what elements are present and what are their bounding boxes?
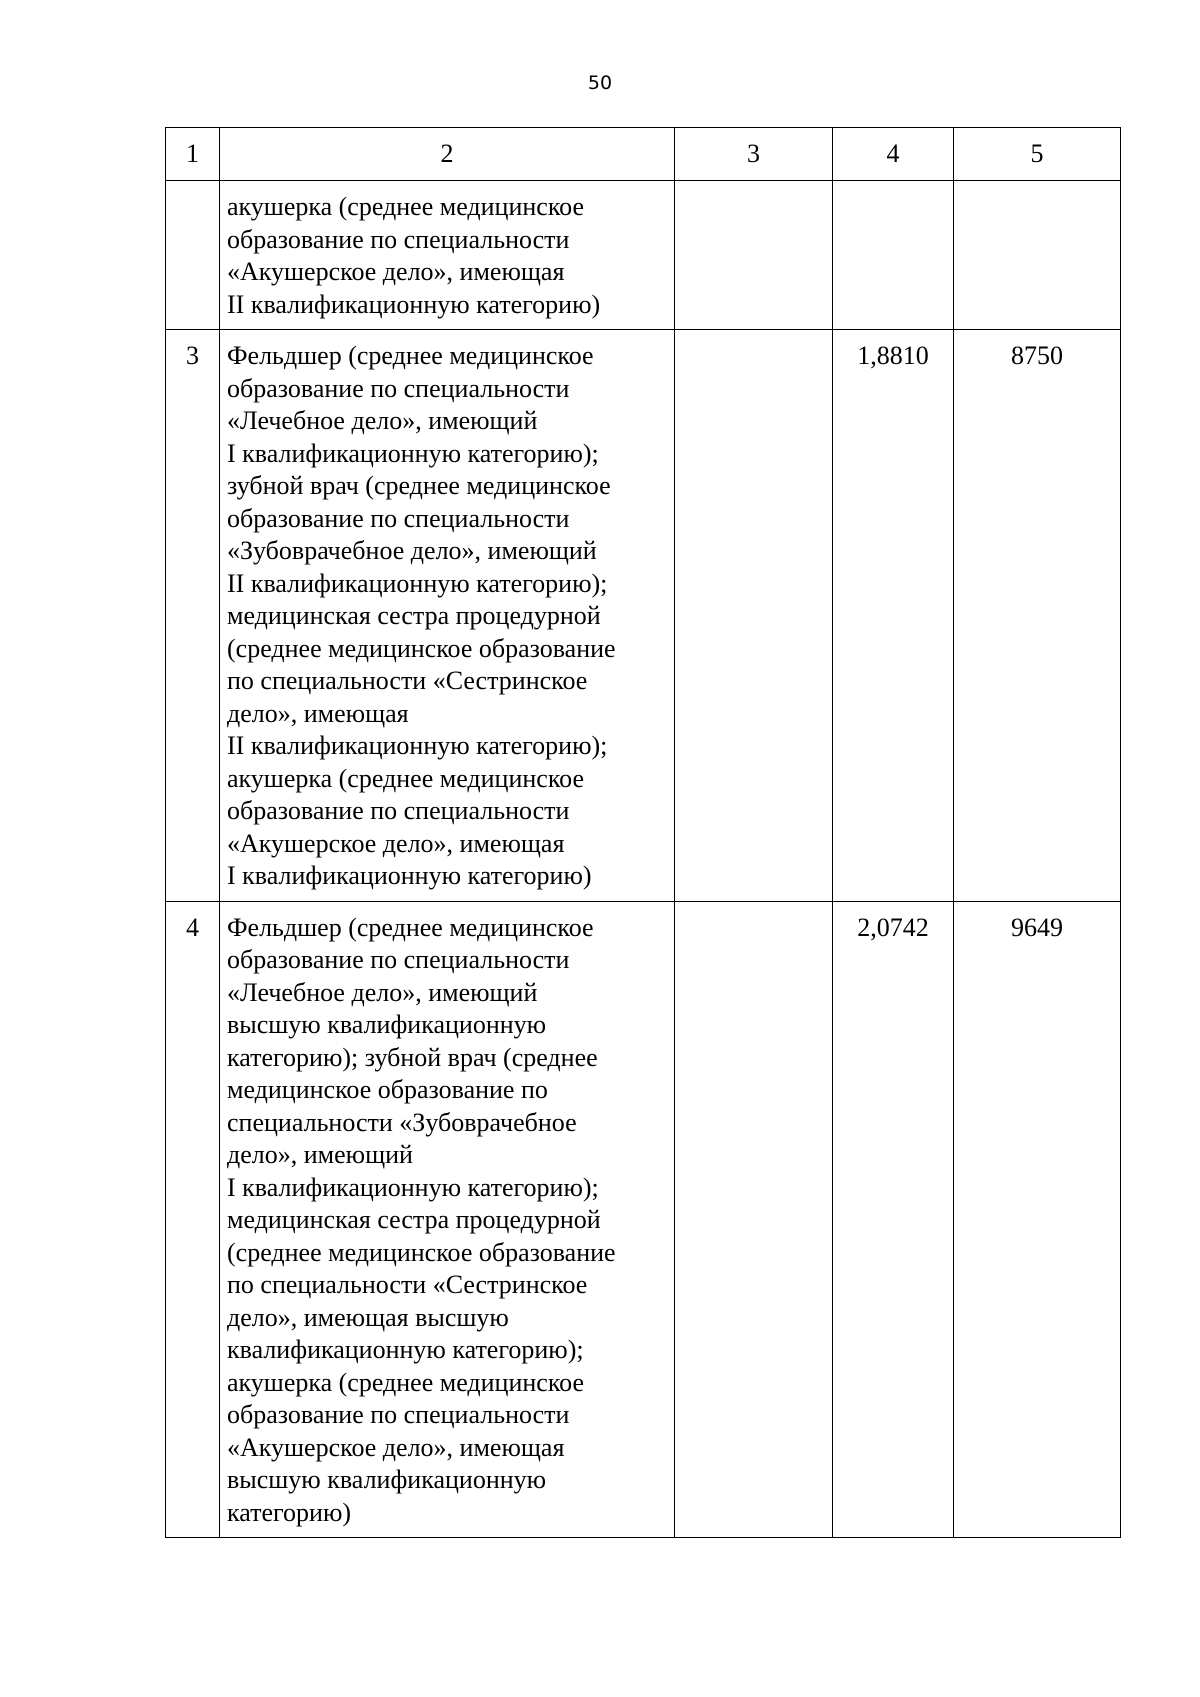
description-line: I квалификационную категорию); — [227, 438, 599, 468]
position-description-cell — [220, 330, 675, 902]
table-header-row — [166, 128, 1121, 181]
value-cell-col5: 9649 — [954, 901, 1121, 1538]
description-line: II квалификационную категорию) — [227, 289, 601, 319]
description-line: I квалификационную категорию); — [227, 1172, 599, 1202]
description-line: Фельдшер (среднее медицинское — [227, 341, 594, 370]
description-line: образование по специальности — [227, 1400, 570, 1429]
table-row — [166, 330, 1121, 902]
row-number-cell: 3 — [166, 330, 220, 902]
description-line: медицинское образование по — [227, 1075, 548, 1104]
description-line: «Зубоврачебное дело», имеющий — [227, 536, 597, 565]
description-line: (среднее медицинское образование — [227, 633, 616, 663]
description-line: категорию) — [227, 1497, 352, 1527]
row-number-cell — [166, 181, 220, 330]
value-cell-col4: 1,8810 — [833, 330, 954, 902]
description-line: (среднее медицинское образование — [227, 1237, 616, 1267]
value-cell-col4: 2,0742 — [833, 901, 954, 1538]
description-line: образование по специальности — [227, 224, 570, 254]
value-cell-col3 — [675, 330, 833, 902]
description-line: образование по специальности — [227, 945, 570, 974]
description-line: высшую квалификационную — [227, 1010, 547, 1039]
description-line: категорию); зубной врач (среднее — [227, 1042, 598, 1072]
page-number: 50 — [587, 72, 613, 94]
position-description-cell — [220, 181, 675, 330]
description-line: дело», имеющий — [227, 1140, 413, 1169]
value-cell-col5: 8750 — [954, 330, 1121, 902]
description-line: зубной врач (среднее медицинское — [227, 471, 611, 500]
description-line: акушерка (среднее медицинское — [227, 1367, 585, 1397]
header-cell-3: 3 — [675, 128, 833, 181]
value-cell-col4 — [833, 181, 954, 330]
position-description-cell — [220, 901, 675, 1538]
description-line: дело», имеющая высшую — [227, 1302, 509, 1332]
description-line: высшую квалификационную — [227, 1465, 547, 1494]
description-line: образование по специальности — [227, 373, 570, 403]
value-cell-col3 — [675, 901, 833, 1538]
description-line: медицинская сестра процедурной — [227, 1205, 601, 1234]
description-line: по специальности «Сестринское — [227, 1270, 588, 1299]
description-line: «Лечебное дело», имеющий — [227, 977, 538, 1007]
value-cell-col5 — [954, 181, 1121, 330]
description-line: акушерка (среднее медицинское — [227, 763, 585, 793]
header-cell-2: 2 — [220, 128, 675, 181]
description-line: квалификационную категорию); — [227, 1335, 584, 1364]
description-line: «Лечебное дело», имеющий — [227, 406, 538, 435]
table-row — [166, 181, 1121, 330]
description-line: по специальности «Сестринское — [227, 666, 588, 695]
header-cell-5: 5 — [954, 128, 1121, 181]
description-line: II квалификационную категорию); — [227, 568, 608, 598]
description-line: специальности «Зубоврачебное — [227, 1107, 577, 1137]
value-cell-col3 — [675, 181, 833, 330]
description-line: II квалификационную категорию); — [227, 731, 608, 760]
header-cell-4: 4 — [833, 128, 954, 181]
description-line: медицинская сестра процедурной — [227, 601, 601, 630]
header-cell-1: 1 — [166, 128, 220, 181]
row-number-cell: 4 — [166, 901, 220, 1538]
description-line: «Акушерское дело», имеющая — [227, 1432, 565, 1462]
description-line: образование по специальности — [227, 503, 570, 533]
description-line: I квалификационную категорию) — [227, 861, 592, 890]
description-line: акушерка (среднее медицинское — [227, 192, 585, 221]
description-line: образование по специальности — [227, 796, 570, 825]
description-line: «Акушерское дело», имеющая — [227, 828, 565, 858]
description-line: «Акушерское дело», имеющая — [227, 257, 565, 286]
table-row — [166, 901, 1121, 1538]
tariff-table — [165, 127, 1121, 1538]
description-line: дело», имеющая — [227, 698, 409, 728]
description-line: Фельдшер (среднее медицинское — [227, 912, 594, 942]
